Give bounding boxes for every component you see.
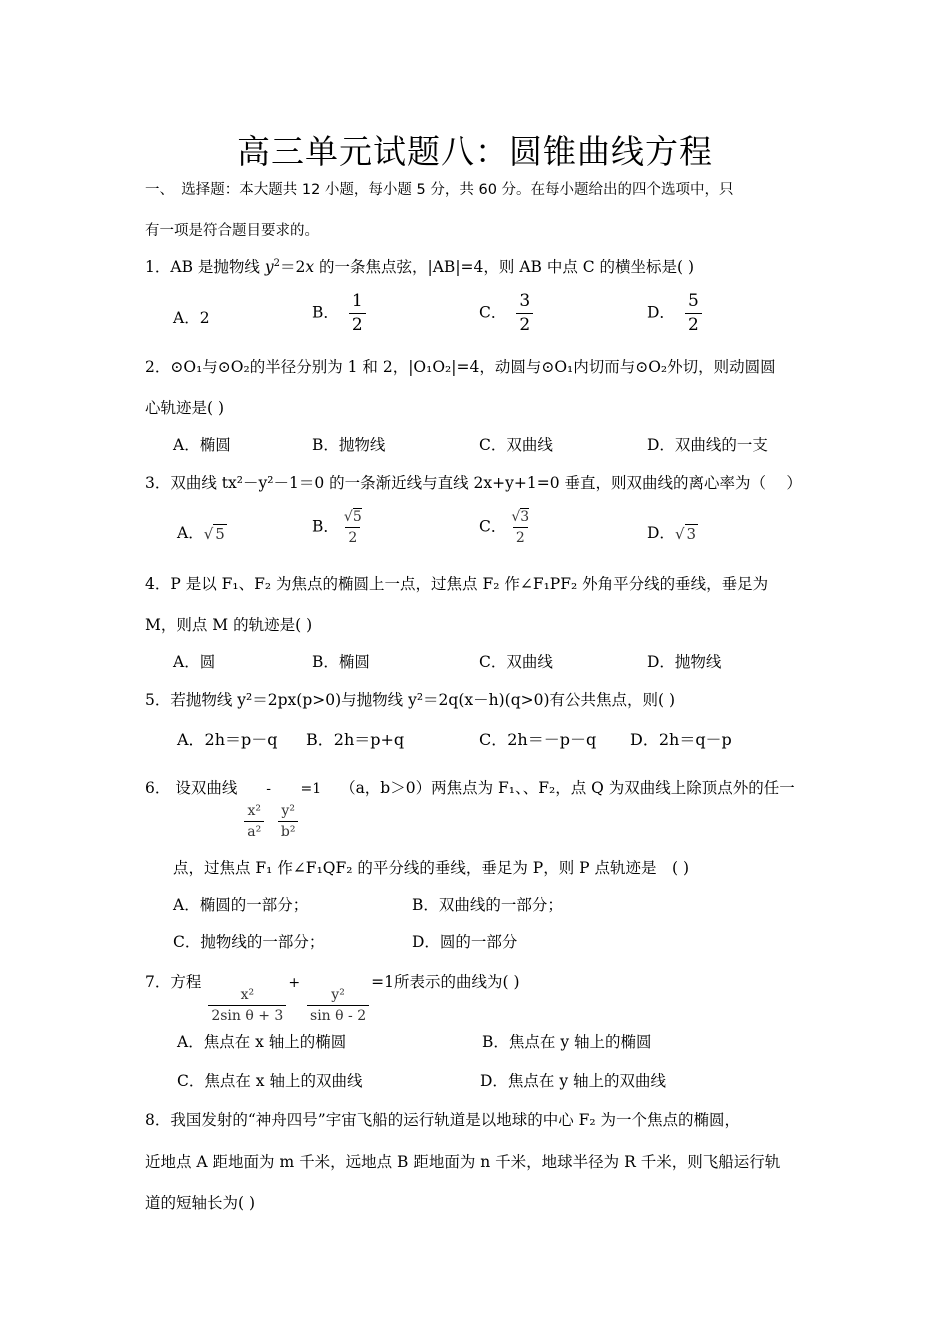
q7-option-b: B．焦点在 y 轴上的椭圆 — [482, 1033, 652, 1051]
q7-option-d: D．焦点在 y 轴上的双曲线 — [480, 1072, 667, 1090]
page-title: 高三单元试题八：圆锥曲线方程 — [237, 132, 713, 171]
q7-option-a: A．焦点在 x 轴上的椭圆 — [177, 1033, 347, 1051]
q1-option-b: B． $\frac{1}{2}$ — [312, 293, 366, 334]
q3-option-a: A．√ 5 — [177, 524, 225, 543]
question-8-cont: 近地点 A 距地面为 m 千米，远地点 B 距地面为 n 千米，地球半径为 R 千米，则飞船运行轨 — [145, 1153, 781, 1171]
section-heading: 一、 选择题：本大题共 12 小题，每小题 5 分，共 60 分。在每小题给出的四个选项中，只 — [145, 182, 734, 198]
q6-option-c: C．抛物线的一部分； — [173, 933, 325, 951]
q5-option-b: B．2h＝p+q — [306, 730, 405, 749]
question-4: 4．P 是以 F₁、F₂ 为焦点的椭圆上一点，过焦点 F₂ 作∠F₁PF₂ 外角平分线的垂线，垂足为 — [145, 575, 769, 593]
q3-option-b: B． $\frac{√5}{2}$ — [312, 509, 362, 546]
q2-option-c: C．双曲线 — [479, 436, 553, 454]
q1-option-c: C． $\frac{3}{2}$ — [479, 293, 533, 334]
q2-option-d: D．双曲线的一支 — [647, 436, 768, 454]
q7-option-c: C．焦点在 x 轴上的双曲线 — [177, 1072, 363, 1090]
q2-option-b: B．抛物线 — [312, 436, 386, 454]
q5-option-c: C．2h＝－p－q — [479, 730, 597, 749]
q6-option-b: B．双曲线的一部分； — [412, 896, 563, 914]
question-2-cont: 心轨迹是( ) — [145, 399, 225, 417]
question-4-cont: M，则点 M 的轨迹是( ) — [145, 616, 313, 634]
q6-option-a: A．椭圆的一部分； — [173, 896, 309, 914]
q5-option-d: D．2h＝q－p — [630, 730, 732, 749]
q4-option-d: D．抛物线 — [647, 653, 722, 671]
question-8-cont-2: 道的短轴长为( ) — [145, 1194, 256, 1212]
q3-option-c: C． $\frac{√3}{2}$ — [479, 509, 530, 546]
q4-option-a: A．圆 — [173, 653, 216, 671]
q4-option-b: B．椭圆 — [312, 653, 370, 671]
q6-option-d: D．圆的一部分 — [412, 933, 518, 951]
question-6-cont: 点，过焦点 F₁ 作∠F₁QF₂ 的平分线的垂线，垂足为 P，则 P 点轨迹是 ( ) — [173, 859, 690, 877]
q1-option-a: A．2 — [173, 309, 210, 327]
q2-option-a: A．椭圆 — [173, 436, 231, 454]
question-7: 7．方程 $\frac{\text{x²}}{\text{2sin θ + 3}}$ + $\frac{\text{y²}}{\text{sin θ - 2}}$ =1所表示的曲线为( ) — [145, 973, 520, 1024]
question-2: 2．⊙O₁与⊙O₂的半径分别为 1 和 2，|O₁O₂|=4，动圆与⊙O₁内切而与⊙O₂外切，则动圆圆 — [145, 358, 776, 376]
question-5: 5．若抛物线 y²＝2px(p>0)与抛物线 y²＝2q(x－h)(q>0)有公共焦点，则( ) — [145, 691, 676, 709]
question-1: 1．AB 是抛物线 $y^2=2x$ 的一条焦点弦，|AB|=4，则 AB 中点 C 的横坐标是( ) — [145, 258, 695, 276]
question-3: 3．双曲线 tx²－y²－1＝0 的一条渐近线与直线 2x+y+1=0 垂直，则双曲线的离心率为（ ） — [145, 474, 802, 492]
section-heading-cont: 有一项是符合题目要求的。 — [145, 223, 319, 239]
q3-option-d: D．√ 3 — [647, 524, 697, 543]
question-6: 6． 设双曲线 $\frac{\text{x²}}{\text{a²}}$ - $\frac{\text{y²}}{\text{b²}}$ =1 （a，b＞0）两焦点为 F₁、、F₂，点 Q 为双曲线上除顶点外的任一 — [145, 779, 795, 840]
q4-option-c: C．双曲线 — [479, 653, 553, 671]
q5-option-a: A．2h＝p－q — [177, 730, 278, 749]
q1-option-d: D． $\frac{5}{2}$ — [647, 293, 702, 334]
question-8: 8．我国发射的“神舟四号”宇宙飞船的运行轨道是以地球的中心 F₂ 为一个焦点的椭圆， — [145, 1111, 741, 1129]
